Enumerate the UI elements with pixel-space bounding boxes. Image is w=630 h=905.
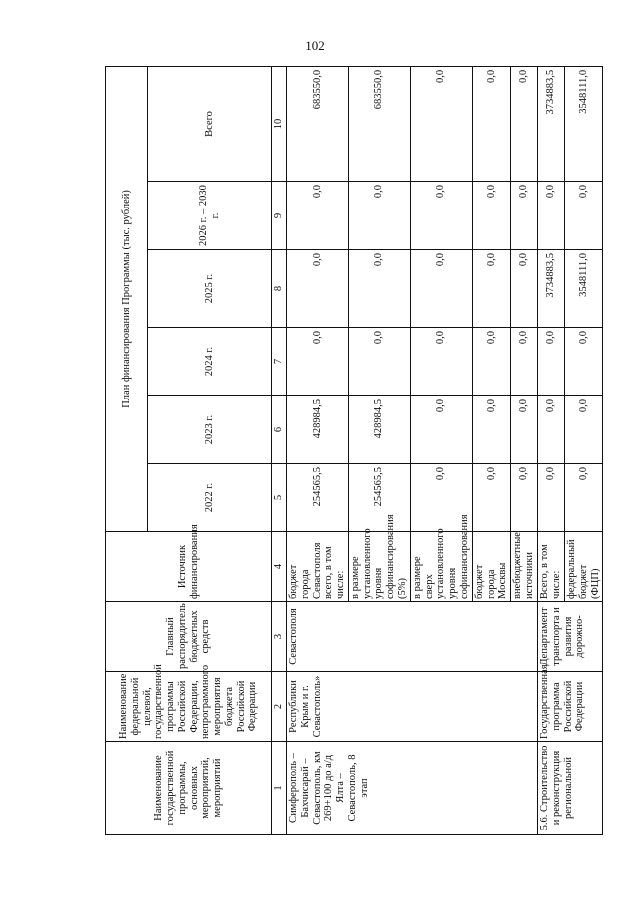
- value-cell: 0,0: [472, 464, 510, 532]
- value-cell: 0,0: [410, 250, 472, 328]
- value-cell: 0,0: [565, 182, 603, 250]
- table-row: [287, 66, 349, 834]
- header-total: Всего: [148, 66, 272, 181]
- column-number: 7: [272, 328, 287, 396]
- value-cell: 0,0: [410, 464, 472, 532]
- value-cell: 3548111,0: [565, 250, 603, 328]
- column-number: 1: [272, 742, 287, 835]
- source-cell: в размере сверх установленного уровня софинансирования: [410, 532, 472, 602]
- value-cell: 3548111,0: [565, 66, 603, 181]
- value-cell: 0,0: [472, 250, 510, 328]
- value-cell: 0,0: [287, 328, 349, 396]
- table-row: [538, 66, 565, 834]
- value-cell: 0,0: [565, 328, 603, 396]
- value-cell: 0,0: [410, 66, 472, 181]
- value-cell: 0,0: [511, 396, 538, 464]
- value-cell: 0,0: [410, 328, 472, 396]
- column-number: 5: [272, 464, 287, 532]
- header-year-2023: 2023 г.: [148, 396, 272, 464]
- source-cell: бюджет города Москвы: [472, 532, 510, 602]
- value-cell: 683550,0: [287, 66, 349, 181]
- value-cell: 0,0: [511, 250, 538, 328]
- column-number: 4: [272, 532, 287, 602]
- column-number: 10: [272, 66, 287, 181]
- source-cell: в размере установленного уровня софинансирования (5%): [348, 532, 410, 602]
- source-cell: Всего, в том числе:: [538, 532, 565, 602]
- block2-name: 5.6. Строительство и реконструкция региональной: [538, 742, 603, 835]
- value-cell: 0,0: [511, 66, 538, 181]
- column-number: 6: [272, 396, 287, 464]
- block2-program: Государственная программа Российской Федерации: [538, 672, 603, 742]
- value-cell: 254565,5: [348, 464, 410, 532]
- block2-manager: Департамент транспорта и развития дорожно-: [538, 602, 603, 672]
- value-cell: 0,0: [565, 396, 603, 464]
- value-cell: 0,0: [511, 328, 538, 396]
- value-cell: 3734883,5: [538, 250, 565, 328]
- financing-table: [105, 66, 603, 835]
- value-cell: 3734883,5: [538, 66, 565, 181]
- source-cell: федеральный бюджет (ФЦП): [565, 532, 603, 602]
- value-cell: 0,0: [287, 182, 349, 250]
- block1-name: Симферополь – Бахчисарай – Севастополь, км 269+100 до а/д Ялта – Севастополь, 8 этап: [287, 742, 538, 835]
- value-cell: 0,0: [287, 250, 349, 328]
- value-cell: 0,0: [472, 182, 510, 250]
- value-cell: 0,0: [348, 182, 410, 250]
- value-cell: 0,0: [472, 396, 510, 464]
- header-year-2022: 2022 г.: [148, 464, 272, 532]
- page-number: 102: [305, 38, 325, 53]
- value-cell: 0,0: [472, 66, 510, 181]
- value-cell: 254565,5: [287, 464, 349, 532]
- value-cell: 0,0: [538, 182, 565, 250]
- column-number: 8: [272, 250, 287, 328]
- block1-manager: Севастополя: [287, 602, 538, 672]
- column-number: 2: [272, 672, 287, 742]
- header-financing-plan: План финансирования Программы (тыс. рублей): [106, 66, 148, 531]
- value-cell: 0,0: [538, 328, 565, 396]
- value-cell: 0,0: [410, 396, 472, 464]
- header-year-2024: 2024 г.: [148, 328, 272, 396]
- column-number: 3: [272, 602, 287, 672]
- value-cell: 428984,5: [348, 396, 410, 464]
- value-cell: 0,0: [538, 396, 565, 464]
- header-financing-source: Источник финансирования: [106, 532, 272, 602]
- header-year-2025: 2025 г.: [148, 250, 272, 328]
- value-cell: 0,0: [538, 464, 565, 532]
- value-cell: 0,0: [348, 250, 410, 328]
- value-cell: 683550,0: [348, 66, 410, 181]
- column-number: 9: [272, 182, 287, 250]
- block1-program: Республики Крым и г. Севастополь»: [287, 672, 538, 742]
- value-cell: 0,0: [472, 328, 510, 396]
- source-cell: бюджет города Севастополя всего, в том числе:: [287, 532, 349, 602]
- source-cell: внебюджетные источники: [511, 532, 538, 602]
- rotated-table-content: [105, 67, 601, 835]
- value-cell: 428984,5: [287, 396, 349, 464]
- value-cell: 0,0: [511, 464, 538, 532]
- header-program-name: Наименование государственной программы, основных мероприятий, мероприятий: [106, 742, 272, 835]
- rotated-table-area: [105, 67, 601, 835]
- value-cell: 0,0: [410, 182, 472, 250]
- header-federal-program: Наименование федеральной целевой, государственной программы Российской Федерации, непрограммного мероприятия бюджета Российской Федерации: [106, 672, 272, 742]
- value-cell: 0,0: [348, 328, 410, 396]
- header-year-2026-2030: 2026 г. – 2030 г.: [148, 182, 272, 250]
- value-cell: 0,0: [511, 182, 538, 250]
- header-budget-manager: Главный распорядитель бюджетных средств: [106, 602, 272, 672]
- value-cell: 0,0: [565, 464, 603, 532]
